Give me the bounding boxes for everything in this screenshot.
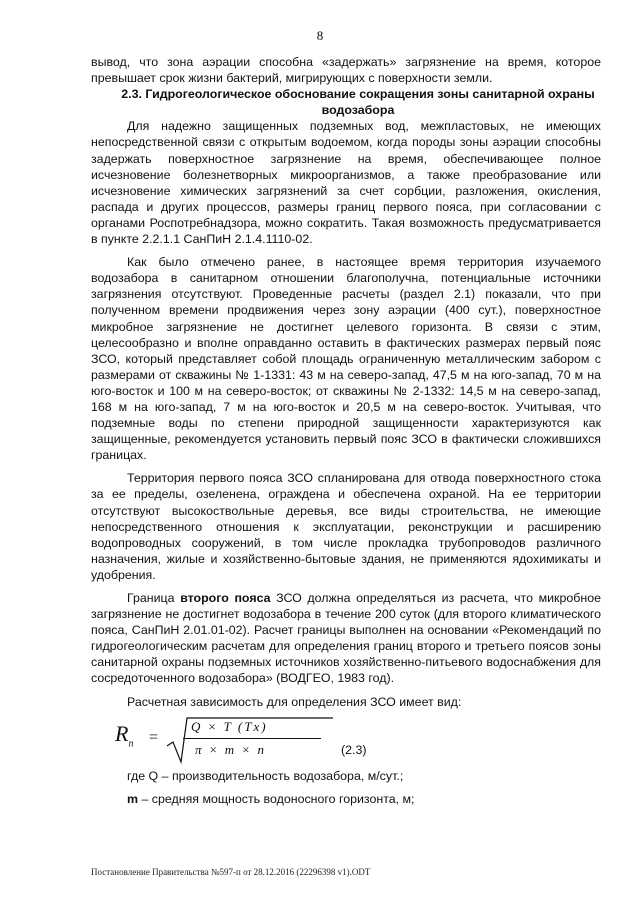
document-footer: Постановление Правительства №597-п от 28.12.2016 (22296398 v1).ODT — [91, 867, 371, 877]
formula-denominator: π × m × n — [195, 741, 266, 757]
second-zone-term: второго пояса — [180, 591, 271, 605]
section-heading: 2.3. Гидрогеологическое обоснование сокращения зоны санитарной охраны водозабора — [121, 87, 595, 118]
intro-paragraph: вывод, что зона аэрации способна «задержать» загрязнение на время, которое превышает срок жизни бактерий, мигрирующих с поверхности земли. — [91, 55, 601, 86]
paragraph-2: Как было отмечено ранее, в настоящее время территория изучаемого водозабора в санитарном отношении благополучна, потенциальные источники загрязнения отсутствуют. Проведенные расчеты (раздел 2.1) показали, что при полученном времени продвижения через зону аэрации (400 сут.), поверхностное микробное загрязнение не достигнет целевого горизонта. В связи с этим, целесообразно и вполне оправданно оставить в фактических размерах первый пояс ЗСО, который представляет собой площадь ограниченную металлическим забором с размерами от скважины № 1-1331: 43 м на северо-запад, 47,5 м на юго-запад, 70 м на юго-восток и 100 м на северо-восток; от скважины № 2-1332: 14,5 м на северо-запад, 168 м на юго-запад, 7 м на юго-восток и 20,5 м на северо-восток. Учитывая, что подземные воды по степени природной защищенности характеризуются как защищенные, рекомендуется установить первый пояс ЗСО в фактически сложившихся границах. — [91, 255, 601, 463]
formula-equals: = — [149, 728, 159, 746]
definition-m-text: – средняя мощность водоносного горизонта, м; — [138, 791, 415, 806]
formula-2-3 — [91, 716, 601, 768]
paragraph-1: Для надежно защищенных подземных вод, межпластовых, не имеющих непосредственной связи с открытым водоемом, когда породы зоны аэрации способны задержать поверхностное загрязнение на время, обеспечивающее полное исчезновение болезнетворных микроорганизмов, а также преобразование или исчезновение химических загрязнений за счет сорбции, разложения, окисления, распада и других процессов, размеры границ первого пояса, при согласовании с органами Роспотребнадзора, можно сократить. Такая возможность предусматривается в пункте 2.2.1.1 СанПиН 2.1.4.1110-02. — [91, 119, 601, 247]
definition-m — [91, 791, 601, 807]
formula-numerator: Q × T (Tx) — [191, 718, 268, 734]
document-body — [91, 54, 601, 807]
paragraph-4-post: ЗСО должна определяться из расчета, что микробное загрязнение не достигнет водозабора в течение 200 суток (для второго климатического пояса, СанПиН 2.01.01-02). Расчет границы выполнен на основании «Рекомендаций по гидрогеологическим расчетам для определения границ второго и третьего поясов зоны санитарной охраны подземных источников хозяйственно-питьевого водоснабжения для сосредоточенного водозабора» (ВОДГЕО, 1983 год). — [91, 591, 601, 686]
fraction-bar — [183, 738, 321, 739]
paragraph-3: Территория первого пояса ЗСО спланирована для отвода поверхностного стока за ее пределы, озеленена, ограждена и обеспечена охраной. На ее территории отсутствуют высокоствольные деревья, все виды строительства, не имеющие непосредственного отношения к эксплуатации, реконструкции и расширению водопроводных сооружений, в том числе прокладка трубопроводов различного назначения, жилые и хозяйственно-бытовые здания, не применяются ядохимикаты и удобрения. — [91, 471, 601, 582]
paragraph-5: Расчетная зависимость для определения ЗСО имеет вид: — [127, 694, 462, 709]
formula-lhs-subscript: п — [128, 738, 134, 750]
formula-number: (2.3) — [341, 742, 367, 757]
definition-m-symbol: m — [127, 791, 139, 806]
paragraph-4 — [91, 590, 601, 687]
formula-lhs: $R_п$ — [115, 720, 134, 750]
paragraph-4-pre: Граница — [127, 591, 181, 605]
page-number: 8 — [316, 28, 324, 43]
definition-q: где Q – производительность водозабора, м/сут.; — [127, 768, 404, 783]
